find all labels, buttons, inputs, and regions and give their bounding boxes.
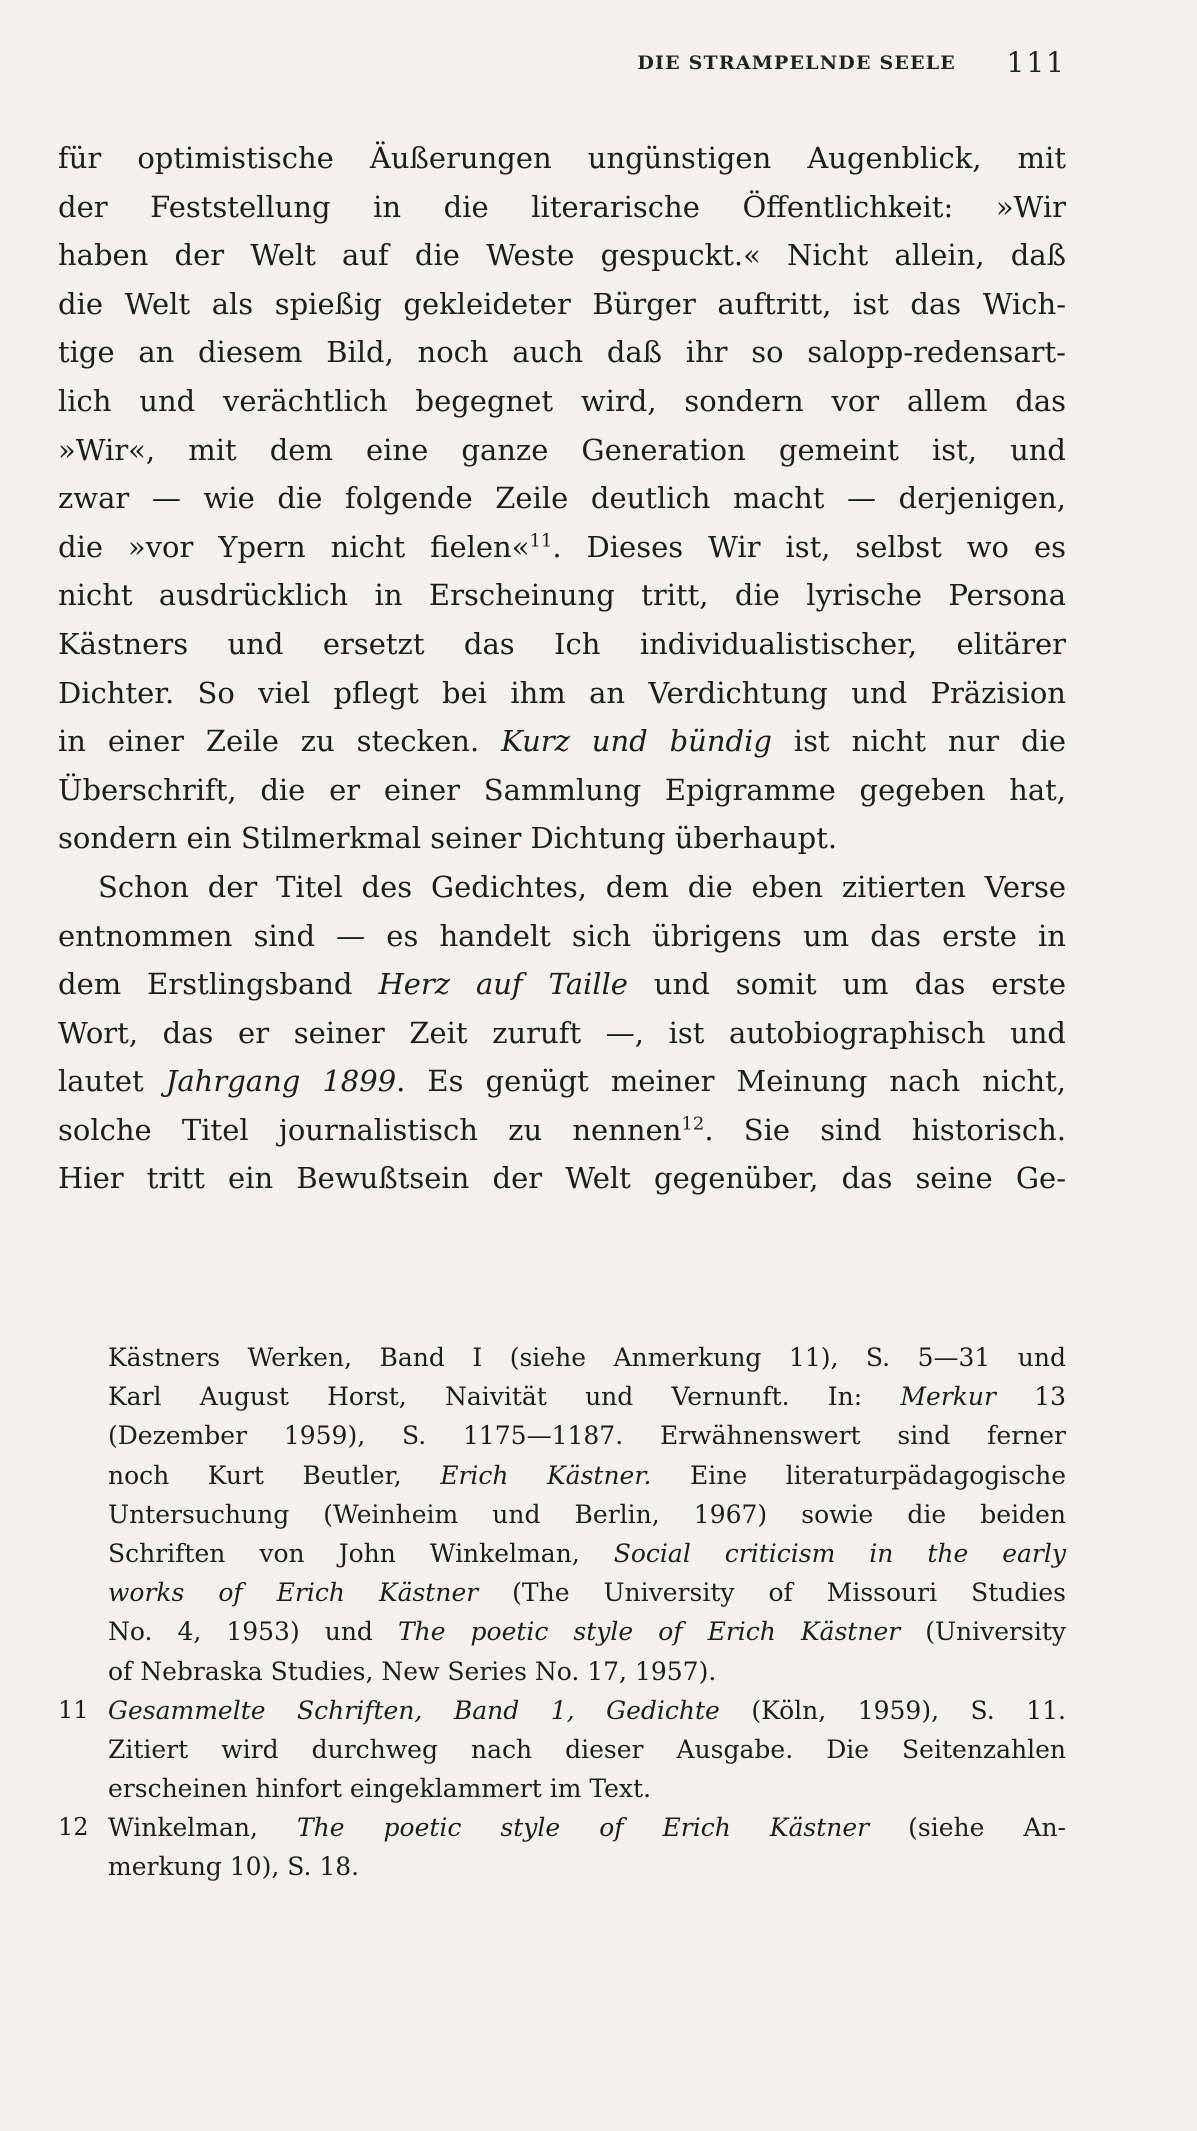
text-span: (University <box>900 1617 1066 1647</box>
running-head <box>58 46 1066 80</box>
footnote-line: (Dezember 1959), S. 1175—1187. Erwähnenswert sind ferner <box>108 1421 1066 1451</box>
page-number: 111 <box>1006 46 1066 79</box>
text-line: lich und verächtlich begegnet wird, sondern vor allem das <box>58 383 1066 418</box>
italic-title: Erich Kästner. <box>440 1460 652 1490</box>
text-span: (siehe An- <box>869 1813 1066 1843</box>
text-line: Schon der Titel des Gedichtes, dem die eben zitierten Verse <box>98 869 1066 904</box>
text-line: haben der Welt auf die Weste gespuckt.« Nicht allein, daß <box>58 238 1066 273</box>
text-span: (Köln, 1959), S. 11. <box>719 1695 1066 1725</box>
text-line <box>58 1106 1066 1155</box>
footnote-ref-12[interactable]: 12 <box>681 1113 705 1135</box>
footnote-line: erscheinen hinfort eingeklammert im Text. <box>108 1774 652 1804</box>
footnote-line: Kästners Werken, Band I (siehe Anmerkung 11), S. 5—31 und <box>108 1343 1066 1372</box>
text-line <box>58 523 1066 572</box>
text-span: lautet <box>58 1064 166 1099</box>
italic-title: Social criticism in the early <box>613 1538 1066 1568</box>
footnote-line <box>108 1612 1066 1651</box>
text-span: . Es genügt meiner Meinung nach nicht, <box>396 1064 1067 1099</box>
footnote-line <box>108 1691 1066 1730</box>
footnote-11 <box>58 1691 1066 1809</box>
footnote-line: merkung 10), S. 18. <box>108 1852 360 1882</box>
footnote-line <box>108 1808 1066 1847</box>
text-span: Winkelman, <box>108 1813 297 1843</box>
italic-title: Jahrgang 1899 <box>165 1064 397 1099</box>
italic-title: Herz auf Taille <box>378 967 628 1002</box>
footnote-continued <box>58 1338 1066 1691</box>
text-line: Überschrift, die er einer Sammlung Epigramme gegeben hat, <box>58 772 1066 807</box>
text-line <box>58 717 1066 766</box>
text-span: Eine literaturpädagogische <box>651 1460 1067 1490</box>
text-line: Hier tritt ein Bewußtsein der Welt gegenüber, das seine Ge- <box>58 1161 1066 1196</box>
italic-title: The poetic style of Erich Kästner <box>397 1617 901 1647</box>
text-span: dem Erstlingsband <box>58 967 379 1002</box>
italic-title: Gesammelte Schriften, Band 1, Gedichte <box>108 1695 720 1725</box>
footnotes <box>58 1338 1066 1887</box>
text-span: Karl August Horst, Naivität und Vernunft. In: <box>108 1382 901 1412</box>
text-line: nicht ausdrücklich in Erscheinung tritt, die lyrische Persona <box>58 578 1066 613</box>
text-line: Kästners und ersetzt das Ich individualistischer, elitärer <box>58 626 1066 661</box>
paragraph-1 <box>58 134 1066 863</box>
text-span: . Sie sind historisch. <box>704 1112 1066 1147</box>
text-line: Dichter. So viel pflegt bei ihm an Verdichtung und Präzision <box>58 675 1066 710</box>
italic-title: Merkur <box>900 1382 996 1412</box>
text-span: No. 4, 1953) und <box>108 1617 398 1647</box>
text-line: entnommen sind — es handelt sich übrigens um das erste in <box>58 918 1066 953</box>
text-line: für optimistische Äußerungen ungünstigen Augenblick, mit <box>58 141 1066 175</box>
footnote-number: 12 <box>58 1813 89 1842</box>
text-span: 13 <box>995 1382 1067 1412</box>
running-title: DIE STRAMPELNDE SEELE <box>637 52 956 74</box>
italic-title: works of Erich Kästner <box>108 1578 479 1608</box>
footnote-line: of Nebraska Studies, New Series No. 17, 1957). <box>108 1656 717 1686</box>
footnote-line <box>108 1377 1066 1416</box>
footnote-line: Untersuchung (Weinheim und Berlin, 1967) sowie die beiden <box>108 1499 1066 1529</box>
body-text <box>58 134 1066 1203</box>
text-line: »Wir«, mit dem eine ganze Generation gemeint ist, und <box>58 432 1066 467</box>
footnote-line <box>108 1456 1066 1495</box>
text-span: ist nicht nur die <box>771 724 1067 759</box>
text-line: die Welt als spießig gekleideter Bürger auftritt, ist das Wich- <box>58 286 1066 321</box>
text-line: sondern ein Stilmerkmal seiner Dichtung überhaupt. <box>58 821 838 856</box>
text-span: Schriften von John Winkelman, <box>108 1538 614 1568</box>
text-span: solche Titel journalistisch zu nennen <box>58 1112 682 1147</box>
text-span: die »vor Ypern nicht fielen« <box>58 529 530 564</box>
text-span: . Dieses Wir ist, selbst wo es <box>552 529 1066 564</box>
footnote-line <box>108 1573 1066 1612</box>
text-line: zwar — wie die folgende Zeile deutlich macht — derjenigen, <box>58 481 1066 516</box>
paragraph-2 <box>58 863 1066 1203</box>
text-line: tige an diesem Bild, noch auch daß ihr so salopp-redensart- <box>58 335 1066 370</box>
text-span: (The University of Missouri Studies <box>478 1578 1066 1608</box>
footnote-12 <box>58 1808 1066 1886</box>
italic-title: The poetic style of Erich Kästner <box>296 1813 870 1843</box>
footnote-number: 11 <box>58 1695 89 1724</box>
text-line: der Feststellung in die literarische Öffentlichkeit: »Wir <box>58 189 1066 224</box>
text-span: noch Kurt Beutler, <box>108 1460 441 1490</box>
italic-title: Kurz und bündig <box>501 724 772 759</box>
footnote-line <box>108 1534 1066 1573</box>
footnote-line: Zitiert wird durchweg nach dieser Ausgabe. Die Seitenzahlen <box>108 1734 1066 1764</box>
text-span: in einer Zeile zu stecken. <box>58 724 502 759</box>
footnote-ref-11[interactable]: 11 <box>529 530 553 552</box>
text-line <box>58 1057 1066 1106</box>
text-line <box>58 960 1066 1009</box>
text-span: und somit um das erste <box>627 967 1066 1002</box>
text-line: Wort, das er seiner Zeit zuruft —, ist autobiographisch und <box>58 1015 1066 1050</box>
